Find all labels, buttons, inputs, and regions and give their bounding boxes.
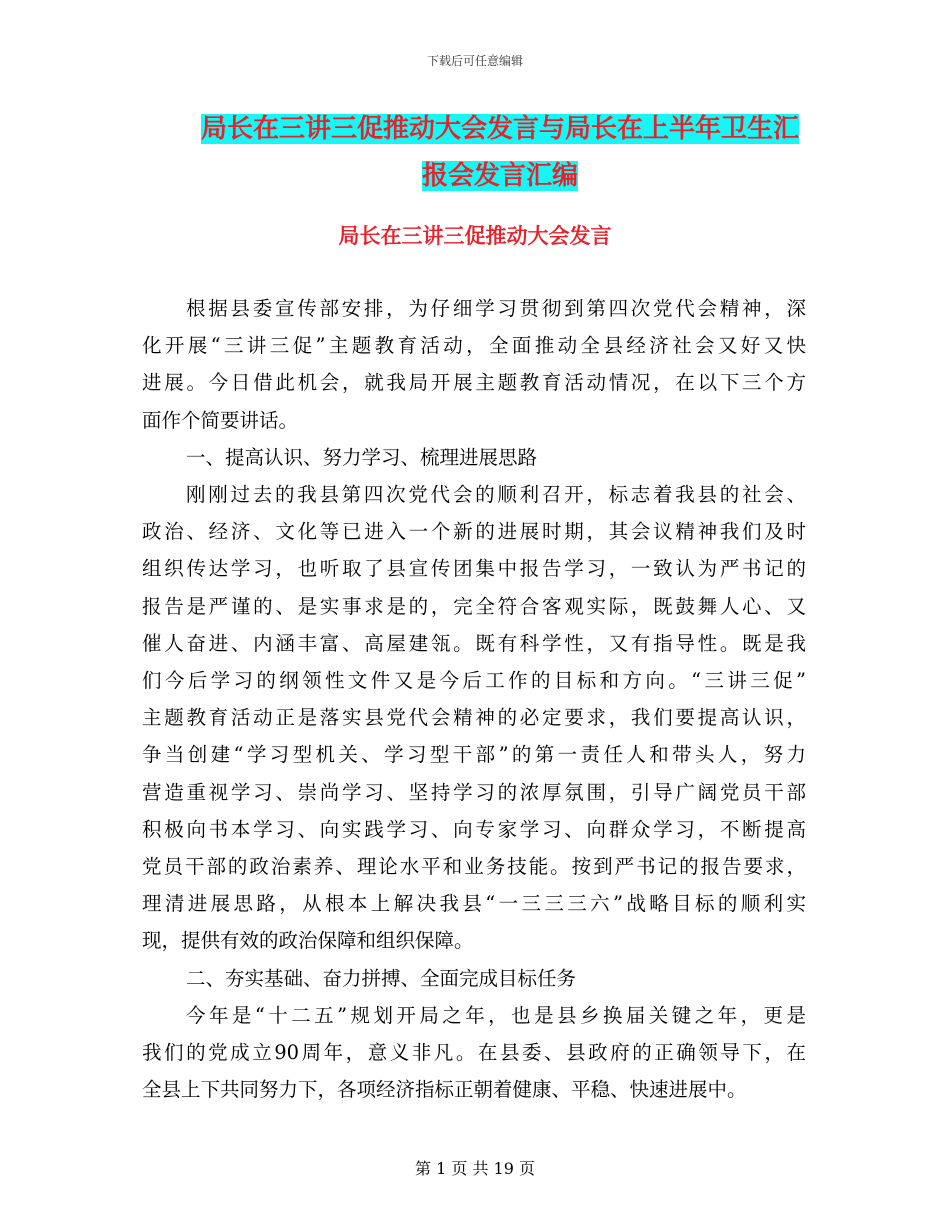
paragraph-line: 今年是“十二五”规划开局之年，也是县乡换届关键之年，更是 bbox=[186, 1003, 806, 1027]
document-title-line-1: 局长在三讲三促推动大会发言与局长在上半年卫生汇 bbox=[200, 114, 799, 144]
paragraph-line: 根据县委宣传部安排，为仔细学习贯彻到第四次党代会精神，深 bbox=[186, 297, 806, 320]
paragraph-line: 我们的党成立90周年，意义非凡。在县委、县政府的正确领导下，在 bbox=[142, 1041, 806, 1065]
paragraph bbox=[142, 290, 806, 439]
document-title bbox=[190, 106, 810, 200]
paragraph-line: 组织传达学习，也听取了县宣传团集中报告学习，一致认为严书记的 bbox=[142, 557, 806, 581]
document-title-line-2: 报会发言汇编 bbox=[421, 161, 578, 191]
paragraph-line: 理清进展思路，从根本上解决我县“一三三三六”战略目标的顺利实 bbox=[142, 892, 806, 916]
paragraph-line: 二、夯实基础、奋力拼搏、全面完成目标任务 bbox=[186, 966, 577, 990]
paragraph-line: 营造重视学习、崇尚学习、坚持学习的浓厚氛围，引导广阔党员干部 bbox=[142, 780, 806, 804]
paragraph-line: 们今后学习的纲领性文件又是今后工作的目标和方向。“三讲三促” bbox=[142, 669, 806, 693]
paragraph-line: 政治、经济、文化等已进入一个新的进展时期，其会议精神我们及时 bbox=[142, 520, 806, 544]
paragraph-line: 化开展“三讲三促”主题教育活动，全面推动全县经济社会又好又快 bbox=[142, 334, 806, 358]
paragraph-line: 争当创建“学习型机关、学习型干部”的第一责任人和带头人，努力 bbox=[142, 743, 806, 767]
paragraph-line: 报告是严谨的、是实事求是的，完全符合客观实际，既鼓舞人心、又 bbox=[142, 594, 806, 618]
paragraph-line: 进展。今日借此机会，就我局开展主题教育活动情况，在以下三个方 bbox=[142, 371, 806, 395]
header-note: 下载后可任意编辑 bbox=[426, 54, 523, 68]
paragraph-line: 面作个简要讲话。 bbox=[142, 408, 299, 432]
section-title: 局长在三讲三促推动大会发言 bbox=[338, 224, 612, 248]
paragraph bbox=[142, 476, 806, 960]
paragraph-line: 全县上下共同努力下，各项经济指标正朝着健康、平稳、快速进展中。 bbox=[142, 1078, 747, 1102]
paragraph-line: 一、提高认识、努力学习、梳理进展思路 bbox=[186, 445, 538, 469]
document-body bbox=[142, 290, 806, 1108]
paragraph-line: 刚刚过去的我县第四次党代会的顺利召开，标志着我县的社会、 bbox=[186, 483, 806, 507]
paragraph bbox=[142, 997, 806, 1109]
paragraph-line: 主题教育活动正是落实县党代会精神的必定要求，我们要提高认识， bbox=[142, 706, 806, 730]
paragraph-line: 积极向书本学习、向实践学习、向专家学习、向群众学习，不断提高 bbox=[142, 817, 806, 841]
page-footer: 第 1 页 共 19 页 bbox=[415, 1159, 535, 1178]
paragraph bbox=[142, 960, 806, 997]
paragraph bbox=[142, 439, 806, 476]
paragraph-line: 党员干部的政治素养、理论水平和业务技能。按到严书记的报告要求， bbox=[142, 855, 806, 879]
paragraph-line: 催人奋进、内涵丰富、高屋建瓴。既有科学性，又有指导性。既是我 bbox=[142, 631, 806, 655]
paragraph-line: 现，提供有效的政治保障和组织保障。 bbox=[142, 929, 474, 953]
